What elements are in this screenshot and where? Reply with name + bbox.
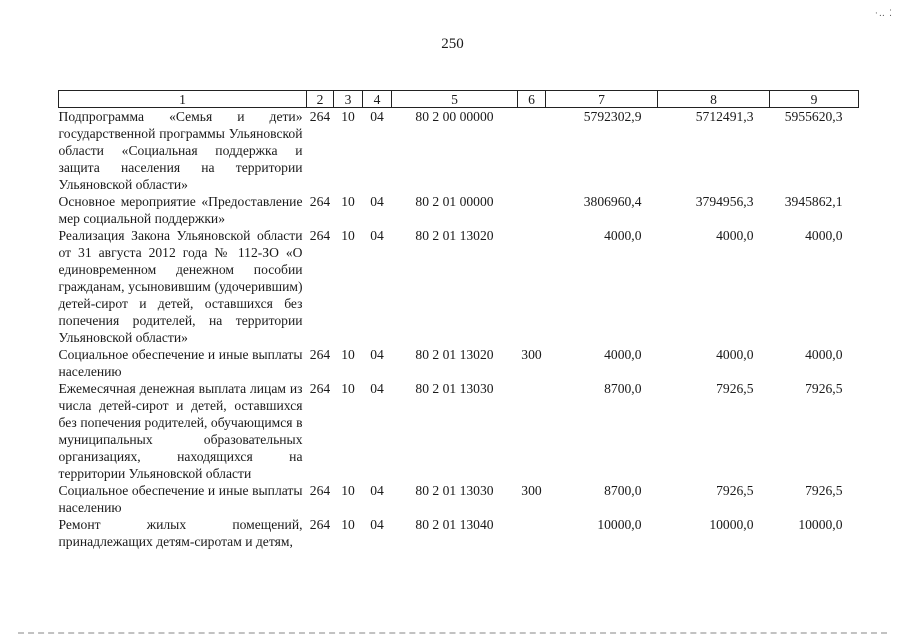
row-ministry-code: 264 [309, 483, 331, 498]
row-value-col9: 4000,0 [805, 347, 843, 362]
row-value-col8: 5712491,3 [695, 109, 754, 124]
row-section-code: 10 [341, 381, 355, 396]
row-value-col7: 10000,0 [597, 517, 642, 532]
header-col-5: 5 [392, 91, 518, 108]
table-row [59, 516, 859, 550]
row-value-col7: 4000,0 [604, 347, 642, 362]
row-value-col8: 7926,5 [716, 483, 754, 498]
row-section-code: 10 [341, 517, 355, 532]
row-target-code: 80 2 01 13030 [415, 483, 494, 498]
row-value-col7: 3806960,4 [583, 194, 642, 209]
row-ministry-code: 264 [309, 228, 331, 243]
row-section-code: 10 [341, 194, 355, 209]
row-section-code: 10 [341, 109, 355, 124]
row-ministry-code: 264 [309, 381, 331, 396]
row-target-code: 80 2 01 00000 [415, 194, 494, 209]
page-number: 250 [441, 36, 464, 52]
row-target-code: 80 2 01 13020 [415, 347, 494, 362]
row-expense-type [518, 193, 546, 227]
row-name: Ежемесячная денежная выплата лицам из числа детей-сирот и детей, оставшихся без попечения родителей, обучающимся в муниципальных образовательных организациях, находящихся на территории Ульяновской области [58, 381, 303, 481]
header-col-6: 6 [518, 91, 546, 108]
row-value-col7: 4000,0 [604, 228, 642, 243]
row-expense-type [518, 227, 546, 346]
row-subsection-code: 04 [370, 347, 384, 362]
header-col-3: 3 [334, 91, 363, 108]
row-target-code: 80 2 01 13030 [415, 381, 494, 396]
row-value-col9: 3945862,1 [784, 194, 843, 209]
row-name: Реализация Закона Ульяновской области от 31 августа 2012 года № 112-ЗО «О единовременном денежном пособии гражданам, усыновившим (удочерившим) детей-сирот и детей, оставшихся без попечения родителей, на территории Ульяновской области» [58, 228, 303, 345]
row-section-code: 10 [341, 483, 355, 498]
row-ministry-code: 264 [309, 109, 331, 124]
row-expense-type [518, 108, 546, 194]
row-ministry-code: 264 [309, 194, 331, 209]
row-expense-type [518, 516, 546, 550]
header-col-1: 1 [59, 91, 307, 108]
row-subsection-code: 04 [370, 194, 384, 209]
table-row [59, 346, 859, 380]
row-expense-type: 300 [521, 483, 542, 498]
row-subsection-code: 04 [370, 517, 384, 532]
row-value-col9: 7926,5 [805, 381, 843, 396]
row-value-col7: 5792302,9 [583, 109, 642, 124]
row-name: Социальное обеспечение и иные выплаты населению [58, 347, 303, 379]
header-col-9: 9 [770, 91, 859, 108]
header-col-7: 7 [546, 91, 658, 108]
scan-bottom-edge [18, 630, 887, 634]
scan-artifact: ·‥ ⁚ [874, 8, 893, 18]
row-target-code: 80 2 00 00000 [415, 109, 494, 124]
row-name: Основное мероприятие «Предоставление мер социальной поддержки» [58, 194, 303, 226]
row-value-col8: 4000,0 [716, 228, 754, 243]
row-value-col8: 3794956,3 [695, 194, 754, 209]
row-value-col8: 10000,0 [709, 517, 754, 532]
row-value-col8: 7926,5 [716, 381, 754, 396]
header-col-8: 8 [658, 91, 770, 108]
row-value-col9: 4000,0 [805, 228, 843, 243]
row-value-col9: 10000,0 [798, 517, 843, 532]
row-name: Ремонт жилых помещений, принадлежащих детям-сиротам и детям, [58, 517, 303, 549]
header-row [59, 91, 859, 108]
row-section-code: 10 [341, 228, 355, 243]
row-subsection-code: 04 [370, 109, 384, 124]
row-expense-type [518, 380, 546, 482]
table-row [59, 193, 859, 227]
table-row [59, 482, 859, 516]
row-value-col7: 8700,0 [604, 381, 642, 396]
row-value-col9: 7926,5 [805, 483, 843, 498]
row-target-code: 80 2 01 13020 [415, 228, 494, 243]
row-value-col7: 8700,0 [604, 483, 642, 498]
header-col-2: 2 [307, 91, 334, 108]
row-ministry-code: 264 [309, 347, 331, 362]
row-name: Подпрограмма «Семья и дети» государственной программы Ульяновской области «Социальная поддержка и защита населения на территории Ульяновской области» [58, 109, 303, 192]
row-name: Социальное обеспечение и иные выплаты населению [58, 483, 303, 515]
row-ministry-code: 264 [309, 517, 331, 532]
row-subsection-code: 04 [370, 381, 384, 396]
header-col-4: 4 [363, 91, 392, 108]
budget-table [58, 90, 859, 550]
row-value-col9: 5955620,3 [784, 109, 843, 124]
row-expense-type: 300 [521, 347, 542, 362]
row-section-code: 10 [341, 347, 355, 362]
table-row [59, 108, 859, 194]
table-row [59, 227, 859, 346]
table-row [59, 380, 859, 482]
row-target-code: 80 2 01 13040 [415, 517, 494, 532]
row-subsection-code: 04 [370, 228, 384, 243]
row-subsection-code: 04 [370, 483, 384, 498]
row-value-col8: 4000,0 [716, 347, 754, 362]
